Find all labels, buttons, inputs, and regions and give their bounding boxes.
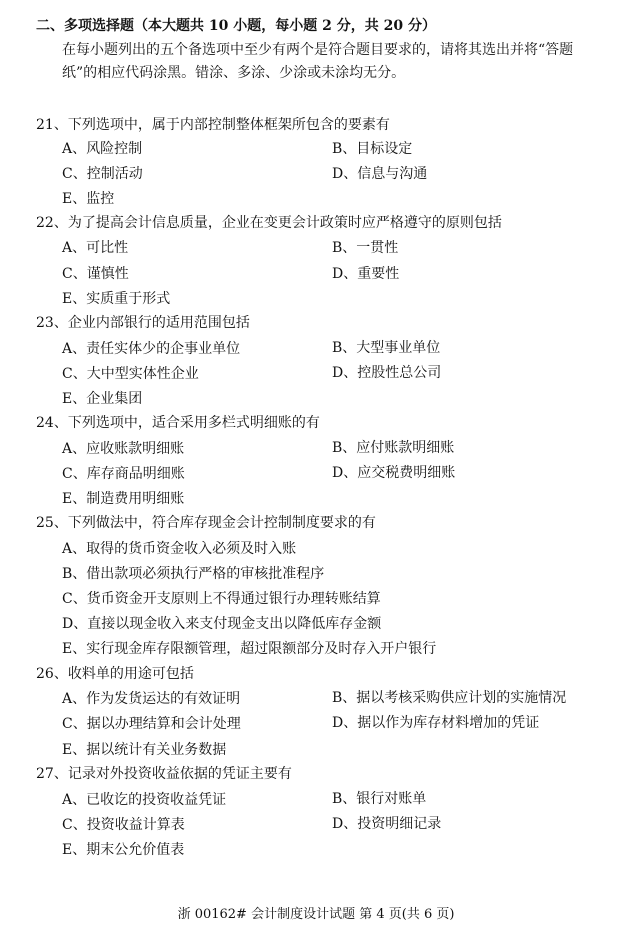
question-27-option-a: A、已收讫的投资收益凭证 (62, 792, 227, 808)
question-25-option-d: D、直接以现金收入来支付现金支出以降低库存金额 (62, 616, 382, 632)
question-22-option-d: D、重要性 (332, 266, 400, 282)
question-21-option-a: A、风险控制 (62, 141, 143, 157)
question-26-option-e: E、据以统计有关业务数据 (62, 742, 227, 758)
question-23-option-c: C、大中型实体性企业 (62, 366, 199, 382)
page-footer: 浙 00162# 会计制度设计试题 第 4 页(共 6 页) (177, 907, 455, 922)
question-22-option-a: A、可比性 (62, 240, 129, 256)
question-22-option-b: B、一贯性 (332, 240, 399, 256)
question-25-option-c: C、货币资金开支原则上不得通过银行办理转账结算 (62, 591, 381, 607)
question-23-option-e: E、企业集团 (62, 391, 143, 407)
question-24-option-c: C、库存商品明细账 (62, 466, 185, 482)
question-22-option-e: E、实质重于形式 (62, 291, 171, 307)
question-22-option-c: C、谨慎性 (62, 266, 129, 282)
question-25-option-b: B、借出款项必须执行严格的审核批准程序 (62, 566, 325, 582)
question-23-option-a: A、责任实体少的企事业单位 (62, 341, 241, 357)
question-21-option-d: D、信息与沟通 (332, 166, 428, 182)
question-23-option-d: D、控股性总公司 (332, 365, 442, 381)
question-24-option-a: A、应收账款明细账 (62, 441, 185, 457)
question-26-option-a: A、作为发货运达的有效证明 (62, 691, 241, 707)
question-24-option-d: D、应交税费明细账 (332, 465, 456, 481)
question-24-option-b: B、应付账款明细账 (332, 440, 455, 456)
question-24-option-e: E、制造费用明细账 (62, 491, 185, 507)
section-heading: 二、多项选择题（本大题共 10 小题，每小题 2 分，共 20 分） (36, 18, 436, 34)
question-21-option-b: B、目标设定 (332, 141, 413, 157)
question-26-option-d: D、据以作为库存材料增加的凭证 (332, 715, 540, 731)
section-instruction-2: 纸”的相应代码涂黑。错涂、多涂、少涂或未涂均无分。 (62, 65, 406, 81)
question-25-option-e: E、实行现金库存限额管理，超过限额部分及时存入开户银行 (62, 641, 437, 657)
question-27-option-b: B、银行对账单 (332, 791, 427, 807)
question-27-option-c: C、投资收益计算表 (62, 817, 185, 833)
question-25-option-a: A、取得的货币资金收入必须及时入账 (62, 541, 297, 557)
question-25-stem: 25、下列做法中，符合库存现金会计控制制度要求的有 (36, 515, 376, 531)
section-instruction-1: 在每小题列出的五个备选项中至少有两个是符合题目要求的，请将其选出并将“答题 (62, 42, 574, 58)
question-21-stem: 21、下列选项中，属于内部控制整体框架所包含的要素有 (36, 117, 390, 133)
question-24-stem: 24、下列选项中，适合采用多栏式明细账的有 (36, 415, 320, 431)
question-27-stem: 27、记录对外投资收益依据的凭证主要有 (36, 766, 292, 782)
question-27-option-e: E、期末公允价值表 (62, 842, 185, 858)
question-26-option-c: C、据以办理结算和会计处理 (62, 716, 241, 732)
question-26-option-b: B、据以考核采购供应计划的实施情况 (332, 690, 567, 706)
question-21-option-e: E、监控 (62, 191, 115, 207)
question-21-option-c: C、控制活动 (62, 166, 143, 182)
question-26-stem: 26、收料单的用途可包括 (36, 666, 194, 682)
question-23-stem: 23、企业内部银行的适用范围包括 (36, 315, 250, 331)
question-27-option-d: D、投资明细记录 (332, 816, 442, 832)
question-22-stem: 22、为了提高会计信息质量，企业在变更会计政策时应严格遵守的原则包括 (36, 215, 502, 231)
question-23-option-b: B、大型事业单位 (332, 340, 441, 356)
